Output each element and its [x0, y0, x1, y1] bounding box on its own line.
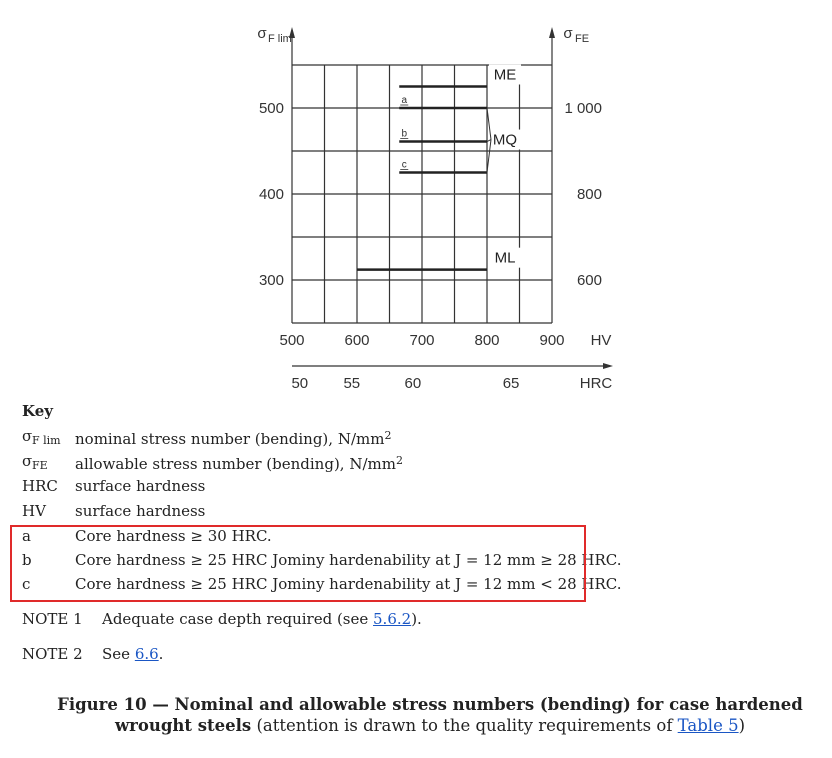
- note-text-post: ).: [411, 610, 422, 628]
- hv-tick-label: 800: [474, 332, 500, 349]
- key-symbol-subscript: F lim: [32, 434, 61, 447]
- note-text-post: .: [158, 645, 164, 663]
- left-tick-label: 500: [258, 100, 284, 117]
- hrc-tick-label: 65: [502, 375, 520, 392]
- hv-tick-label: 600: [344, 332, 370, 349]
- left-tick-label: 300: [258, 272, 284, 289]
- series-name-me: ME: [493, 66, 517, 84]
- right-tick-label: 800: [576, 186, 602, 203]
- key-description-text: Core hardness ≥ 25 HRC Jominy hardenability at J = 12 mm ≥ 28 HRC.: [75, 551, 622, 569]
- key-description-text: surface hardness: [75, 477, 206, 495]
- hv-tick-label: 900: [539, 332, 565, 349]
- key-description-text: surface hardness: [75, 502, 206, 520]
- key-symbol: σ: [22, 427, 33, 445]
- key-symbol: HV: [22, 502, 46, 520]
- key-symbol-subscript: FE: [32, 459, 48, 472]
- key-description: [75, 425, 391, 450]
- series-marker-c: c: [401, 159, 407, 171]
- note-link[interactable]: 5.6.2: [373, 610, 412, 628]
- key-description: [75, 500, 205, 522]
- hv-tick-label: 500: [279, 332, 305, 349]
- chart-axes: [289, 27, 613, 369]
- chart-labels: [257, 25, 612, 392]
- series-name-ml: ML: [494, 249, 516, 267]
- hrc-tick-label: 55: [343, 375, 361, 392]
- key-symbol: HRC: [22, 477, 58, 495]
- series-marker-a: a: [401, 95, 408, 106]
- key-symbol: b: [22, 551, 32, 569]
- caption-end: ): [738, 716, 746, 735]
- note-label: NOTE 2: [22, 645, 83, 663]
- key-description-text: Core hardness ≥ 30 HRC.: [75, 527, 272, 545]
- left-axis-symbol: σ: [257, 25, 267, 42]
- key-symbol: σ: [22, 452, 33, 470]
- hrc-axis-label: HRC: [579, 375, 613, 392]
- caption-bold: Figure 10 — Nominal and allowable stress numbers (bending) for case hardened wrought steels: [57, 695, 803, 735]
- hv-axis-label: HV: [590, 332, 612, 349]
- note-label: NOTE 1: [22, 610, 83, 628]
- right-axis-subscript: FE: [575, 33, 590, 45]
- right-tick-label: 600: [576, 272, 602, 289]
- figure-caption: [30, 694, 830, 736]
- left-axis-subscript: F lim: [268, 33, 292, 45]
- note-link[interactable]: 6.6: [134, 645, 159, 663]
- key-description-text: allowable stress number (bending), N/mm: [75, 455, 396, 473]
- right-tick-label: 1 000: [564, 100, 602, 117]
- key-title: Key: [22, 402, 53, 420]
- note-text: [102, 645, 163, 663]
- key-description-text: nominal stress number (bending), N/mm: [75, 430, 385, 448]
- caption-rest: (attention is drawn to the quality requirements of: [251, 716, 678, 735]
- key-symbol: c: [22, 575, 31, 593]
- highlight-box: [10, 525, 586, 602]
- key-description-superscript: 2: [395, 454, 403, 467]
- chart-grid: [292, 65, 552, 323]
- key-description-text: Core hardness ≥ 25 HRC Jominy hardenability at J = 12 mm < 28 HRC.: [75, 575, 622, 593]
- key-description: [75, 450, 403, 475]
- hrc-tick-label: 60: [404, 375, 422, 392]
- right-axis-arrow: [549, 27, 555, 38]
- key-description-superscript: 2: [384, 429, 392, 442]
- hrc-axis-arrow: [603, 363, 613, 369]
- note-text-pre: See: [102, 645, 135, 663]
- note-text: [102, 610, 422, 628]
- note-text-pre: Adequate case depth required (see: [102, 610, 374, 628]
- hrc-tick-label: 50: [291, 375, 309, 392]
- left-tick-label: 400: [258, 186, 284, 203]
- key-description: [75, 475, 205, 497]
- series-name-mq: MQ: [492, 131, 518, 149]
- caption-table-link[interactable]: Table 5: [677, 716, 739, 735]
- key-symbol: a: [22, 527, 31, 545]
- hv-tick-label: 700: [409, 332, 435, 349]
- right-axis-symbol: σ: [563, 25, 573, 42]
- series-marker-b: b: [401, 128, 408, 140]
